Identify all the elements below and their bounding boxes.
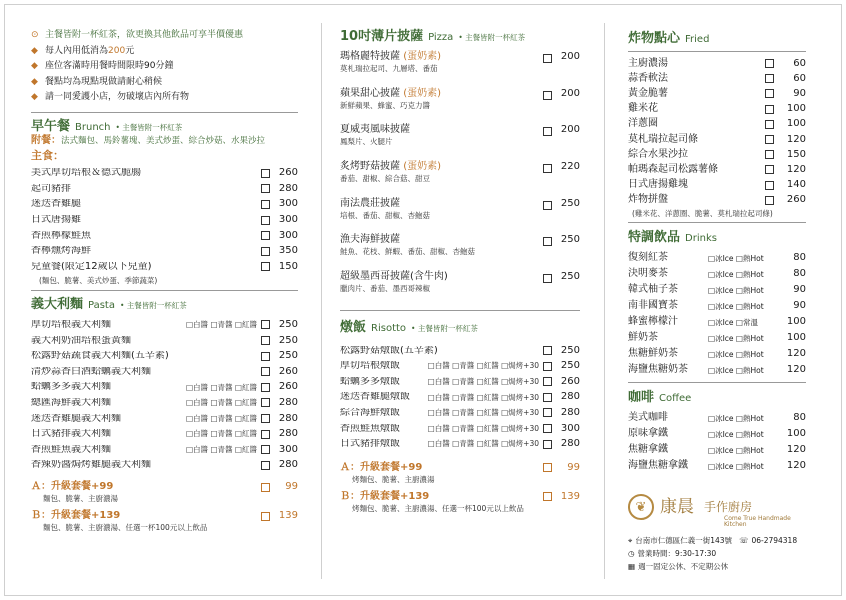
price: 250	[278, 350, 298, 362]
price: 280	[278, 428, 298, 440]
divider	[340, 310, 580, 311]
menu-item[interactable]	[340, 374, 580, 390]
price: 120	[786, 460, 806, 472]
fried-item[interactable]	[628, 117, 806, 132]
upgrade-a[interactable]: Ａ：升級套餐+99 99	[340, 461, 580, 473]
item-name: 決明麥茶	[628, 268, 668, 280]
pizza-item[interactable]	[340, 161, 580, 198]
drinks-list	[628, 250, 806, 378]
column-middle	[340, 30, 580, 518]
price: 300	[560, 422, 580, 434]
item-name: 厚切培根義大利麵	[31, 319, 111, 330]
checkbox[interactable]	[765, 165, 774, 174]
price: 90	[793, 300, 806, 312]
sauce-options[interactable]: □白醬 □青醬 □紅醬 □焗烤+30	[427, 408, 539, 418]
checkbox[interactable]	[261, 216, 270, 225]
menu-item[interactable]	[31, 212, 298, 228]
price: 250	[560, 197, 580, 209]
drink-item[interactable]	[628, 346, 806, 362]
checkbox[interactable]	[765, 74, 774, 83]
section-title-pasta: 義大利麵 Pasta • 主餐皆附一杯紅茶	[31, 297, 187, 313]
item-name: 瑪格麗特披薩	[340, 51, 400, 62]
veg-tag: (蛋奶素)	[403, 51, 441, 62]
item-desc: 莫札瑞拉起司、九層塔、番茄	[340, 64, 438, 73]
item-desc: 新鮮蘋果、蜂蜜、巧克力醬	[340, 100, 430, 110]
pizza-list	[340, 51, 580, 308]
item-desc: 培根、番茄、甜椒、杏鮑菇	[340, 210, 430, 220]
temperature-options[interactable]: □冰Ice □熱Hot	[708, 349, 764, 359]
item-name: 焦糖鮮奶茶	[628, 348, 678, 360]
sauce-options[interactable]: □白醬 □青醬 □紅醬	[185, 429, 257, 439]
price: 120	[786, 364, 806, 376]
price: 260	[560, 375, 580, 387]
price: 100	[786, 316, 806, 328]
upgrade-b-desc: 麵包、脆薯、主廚濃湯、任選一杯100元以上飲品	[43, 523, 208, 533]
item-name: 美式咖啡	[628, 412, 668, 424]
menu-item[interactable]	[340, 358, 580, 374]
price: 60	[793, 72, 806, 84]
item-name: 蛤蠣多多燉飯	[340, 376, 400, 387]
item-name: 香檸燻烤海鮮	[31, 246, 91, 257]
price: 200	[560, 124, 580, 136]
risotto-upgrades	[340, 460, 580, 518]
price: 120	[786, 163, 806, 175]
checkbox[interactable]	[543, 408, 552, 417]
item-name: 炸物拼盤	[628, 194, 668, 206]
item-name: 松露野菇燉飯(五辛素)	[340, 345, 438, 356]
price: 280	[278, 412, 298, 424]
item-name: 厚切培根燉飯	[340, 361, 400, 372]
checkbox[interactable]	[543, 274, 552, 283]
column-right	[628, 32, 806, 573]
item-name: 帕瑪森起司松露薯條	[628, 163, 718, 175]
kids-meal-note: (麵包、脆薯、美式炒蛋、季節蔬菜)	[39, 275, 158, 285]
checkbox[interactable]	[543, 346, 552, 355]
price: 300	[278, 443, 298, 455]
item-name: 總匯海鮮義大利麵	[31, 397, 111, 408]
brand-logo: ❦ 康晨 手作廚房	[628, 494, 806, 520]
notice-item: ◆ 座位客滿時用餐時間限時90分鐘	[31, 61, 174, 72]
sauce-options[interactable]: □白醬 □青醬 □紅醬	[185, 444, 257, 454]
item-name: 雞米花	[628, 103, 658, 115]
checkbox[interactable]	[543, 463, 552, 472]
price: 80	[793, 252, 806, 264]
item-name: 日式豬排義大利麵	[31, 429, 111, 440]
item-name: 日式唐揚雞	[31, 215, 81, 226]
item-name: 迷迭香雞腿燉飯	[340, 392, 410, 403]
fried-item[interactable]	[628, 178, 806, 193]
bullet-icon: ⊙	[31, 30, 39, 41]
menu-item[interactable]	[31, 181, 298, 197]
item-name: 海鹽焦糖拿鐵	[628, 460, 688, 472]
closed-row: ▦ 週一固定公休、不定期公休	[628, 562, 729, 572]
item-name: 香煎鮭魚義大利麵	[31, 444, 111, 455]
clock-icon: ◷	[628, 549, 635, 559]
brunch-side-dishes: 附餐：法式麵包、馬鈴薯塊、美式炒蛋、綜合炒菇、水果沙拉	[31, 134, 266, 146]
upgrade-a[interactable]: Ａ：升級套餐+99 99	[31, 481, 298, 493]
diamond-icon: ◆	[31, 92, 38, 103]
leaf-icon: ❦	[628, 494, 654, 520]
menu-item[interactable]	[340, 405, 580, 421]
checkbox[interactable]	[261, 445, 270, 454]
item-name: 夏威夷風味披薩	[340, 124, 410, 136]
item-name: 迷迭香雞腿義大利麵	[31, 413, 121, 424]
price: 100	[786, 118, 806, 130]
price: 140	[786, 179, 806, 191]
menu-item[interactable]	[340, 343, 580, 359]
upgrade-b[interactable]: Ｂ：升級套餐+139 139	[340, 490, 580, 502]
price: 200	[560, 51, 580, 62]
notice-item: ◆ 請一同愛護小店，勿破壞店內所有物	[31, 92, 190, 103]
checkbox[interactable]	[261, 512, 270, 521]
drink-item[interactable]	[628, 298, 806, 314]
price: 280	[278, 182, 298, 194]
upgrade-a-desc: 麵包、脆薯、主廚濃湯	[43, 494, 118, 504]
checkbox[interactable]	[261, 169, 270, 178]
item-desc: 臘肉片、番茄、墨西哥辣椒	[340, 284, 430, 294]
price: 260	[278, 381, 298, 393]
item-name: 起司豬排	[31, 183, 71, 194]
menu-item[interactable]	[31, 317, 298, 333]
item-name: 美式厚切培根＆德式脆腸	[31, 168, 141, 179]
drink-item[interactable]	[628, 266, 806, 282]
price: 60	[793, 57, 806, 69]
checkbox[interactable]	[261, 231, 270, 240]
fried-item[interactable]	[628, 162, 806, 177]
upgrade-a-desc: 烤麵包、脆薯、主廚濃湯	[352, 474, 435, 484]
checkbox[interactable]	[261, 483, 270, 492]
item-name: 原味拿鐵	[628, 428, 668, 440]
section-title-fried: 炸物點心 Fried	[628, 31, 710, 46]
item-name: 迷迭香雞腿	[31, 199, 81, 210]
checkbox[interactable]	[543, 362, 552, 371]
diamond-icon: ◆	[31, 76, 38, 87]
item-name: 南法農莊披薩	[340, 197, 400, 209]
risotto-list	[340, 343, 580, 452]
menu-item[interactable]	[31, 166, 298, 182]
drink-item[interactable]	[628, 410, 806, 426]
checkbox[interactable]	[261, 352, 270, 361]
brand-english: Come True Handmade Kitchen	[724, 515, 791, 529]
divider	[628, 222, 806, 223]
checkbox[interactable]	[261, 320, 270, 329]
notice-item: ⊙ 主餐皆附一杯紅茶，欲更換其他飲品可享半價優惠	[31, 30, 244, 41]
pizza-item[interactable]	[340, 271, 580, 308]
item-name: 炙烤野菇披薩	[340, 161, 400, 173]
temperature-options[interactable]: □冰Ice □熱Hot	[708, 301, 764, 311]
sauce-options[interactable]: □白醬 □青醬 □紅醬 □焗烤+30	[427, 439, 539, 449]
temperature-options[interactable]: □冰Ice □熱Hot	[708, 413, 764, 423]
checkbox[interactable]	[765, 196, 774, 205]
checkbox[interactable]	[765, 105, 774, 114]
checkbox[interactable]	[261, 461, 270, 470]
section-title-coffee: 咖啡 Coffee	[628, 390, 692, 406]
sauce-options[interactable]: □白醬 □青醬 □紅醬 □焗烤+30	[427, 392, 539, 402]
price: 90	[793, 87, 806, 99]
item-name: 南非國寶茶	[628, 300, 678, 312]
pizza-item[interactable]	[340, 234, 580, 271]
price: 280	[560, 391, 580, 403]
sauce-options[interactable]: □白醬 □青醬 □紅醬 □焗烤+30	[427, 423, 539, 433]
divider	[628, 51, 806, 52]
item-name: 鮮奶茶	[628, 332, 658, 344]
item-name: 綜合水果沙拉	[628, 148, 688, 160]
sauce-options[interactable]: □白醬 □青醬 □紅醬	[185, 413, 257, 423]
menu-item[interactable]	[340, 390, 580, 406]
column-divider	[321, 23, 322, 579]
item-name: 漁夫海鮮披薩	[340, 234, 400, 246]
pasta-upgrades	[31, 479, 298, 537]
sauce-options[interactable]: □白醬 □青醬 □紅醬	[185, 398, 257, 408]
price: 80	[793, 268, 806, 280]
menu-item[interactable]	[31, 395, 298, 411]
checkbox[interactable]	[543, 492, 552, 501]
price: 100	[786, 103, 806, 115]
price: 250	[278, 318, 298, 330]
item-name: 莫札瑞拉起司條	[628, 133, 698, 145]
price: 120	[786, 133, 806, 145]
drink-item[interactable]	[628, 282, 806, 298]
divider	[31, 112, 298, 113]
item-desc: 鳳梨片、火腿片	[340, 137, 393, 147]
checkbox[interactable]	[543, 377, 552, 386]
checkbox[interactable]	[765, 89, 774, 98]
fried-item[interactable]	[628, 193, 806, 208]
item-name: 焦糖拿鐵	[628, 444, 668, 456]
checkbox[interactable]	[261, 336, 270, 345]
notice-item: ◆ 餐點均為現點現做請耐心稍候	[31, 76, 163, 87]
checkbox[interactable]	[543, 201, 552, 210]
notice-item: ◆ 每人內用低消為 200 元	[31, 45, 135, 56]
menu-item[interactable]	[31, 333, 298, 349]
divider	[31, 290, 298, 291]
fried-item[interactable]	[628, 56, 806, 71]
location-icon: ⌖	[628, 536, 633, 546]
notice-list	[31, 28, 298, 106]
pizza-item[interactable]	[340, 88, 580, 125]
price: 280	[560, 438, 580, 450]
checkbox[interactable]	[261, 247, 270, 256]
item-name: 洋蔥圈	[628, 118, 658, 130]
menu-item[interactable]	[31, 458, 298, 474]
section-title-drinks: 特調飲品 Drinks	[628, 230, 717, 246]
temperature-options[interactable]: □冰Ice □熱Hot	[708, 253, 764, 263]
sauce-options[interactable]: □白醬 □青醬 □紅醬	[185, 382, 257, 392]
checkbox[interactable]	[543, 424, 552, 433]
price: 260	[786, 194, 806, 206]
item-desc: 鮭魚、花枝、鮮蝦、番茄、甜椒、杏鮑菇	[340, 247, 475, 257]
menu-item[interactable]	[31, 364, 298, 380]
menu-item[interactable]	[31, 259, 298, 275]
menu-item[interactable]	[340, 436, 580, 452]
column-left	[31, 28, 298, 537]
fried-item[interactable]	[628, 132, 806, 147]
menu-item[interactable]	[31, 426, 298, 442]
price: 280	[560, 406, 580, 418]
price: 280	[278, 396, 298, 408]
price: 300	[278, 198, 298, 210]
price: 250	[560, 271, 580, 283]
price: 100	[786, 332, 806, 344]
item-name: 蛤蠣多多義大利麵	[31, 382, 111, 393]
price: 90	[793, 284, 806, 296]
price: 100	[786, 428, 806, 440]
item-desc: 番茄、甜椒、綜合菇、甜豆	[340, 174, 430, 184]
price: 260	[278, 365, 298, 377]
checkbox[interactable]	[261, 367, 270, 376]
price: 220	[560, 161, 580, 173]
drink-item[interactable]	[628, 330, 806, 346]
menu-item[interactable]	[31, 228, 298, 244]
veg-tag: (蛋奶素)	[403, 161, 441, 173]
item-name: 日式豬排燉飯	[340, 439, 400, 450]
item-name: 清炒蒜香白酒蛤蠣義大利麵	[31, 366, 151, 377]
checkbox[interactable]	[261, 262, 270, 271]
price: 300	[278, 229, 298, 241]
checkbox[interactable]	[543, 440, 552, 449]
hours-row: ◷ 營業時間：9:30-17:30	[628, 549, 717, 559]
calendar-icon: ▦	[628, 562, 636, 572]
checkbox[interactable]	[261, 184, 270, 193]
price: 260	[278, 167, 298, 179]
menu-item[interactable]	[31, 442, 298, 458]
checkbox[interactable]	[543, 164, 552, 173]
pasta-list	[31, 317, 298, 473]
price: 200	[560, 87, 580, 99]
pizza-item[interactable]	[340, 198, 580, 235]
drink-item[interactable]	[628, 442, 806, 458]
price: 120	[786, 348, 806, 360]
brunch-list	[31, 166, 298, 275]
contact-row: ⌖ 台南市仁德區仁義一街143號 ☏ 06-2794318	[628, 536, 798, 546]
menu-item[interactable]	[31, 197, 298, 213]
item-name: 香煎鮭魚燉飯	[340, 423, 400, 434]
coffee-list	[628, 410, 806, 474]
checkbox[interactable]	[765, 120, 774, 129]
section-title-pizza: 10吋薄片披薩 Pizza • 主餐皆附一杯紅茶	[340, 29, 526, 44]
menu-item[interactable]	[31, 380, 298, 396]
price: 250	[560, 360, 580, 372]
item-name: 蒜香軟法	[628, 72, 668, 84]
temperature-options[interactable]: □冰Ice □熱Hot	[708, 365, 764, 375]
sauce-options[interactable]: □白醬 □青醬 □紅醬	[185, 320, 257, 330]
upgrade-b[interactable]: Ｂ：升級套餐+139 139	[31, 510, 298, 522]
price: 80	[793, 412, 806, 424]
checkbox[interactable]	[261, 200, 270, 209]
checkbox[interactable]	[261, 383, 270, 392]
checkbox[interactable]	[765, 135, 774, 144]
item-name: 香煎檸檬鮭魚	[31, 230, 91, 241]
menu-item[interactable]	[31, 411, 298, 427]
diamond-icon: ◆	[31, 61, 38, 72]
price: 250	[560, 234, 580, 246]
fried-item[interactable]	[628, 86, 806, 101]
price: 300	[278, 214, 298, 226]
price: 150	[278, 260, 298, 272]
temperature-options[interactable]: □冰Ice □熱Hot	[708, 269, 764, 279]
item-name: 香辣奶醬焗烤雞腿義大利麵	[31, 460, 151, 471]
price: 120	[786, 444, 806, 456]
platter-note: (雞米花、洋蔥圈、脆薯、莫札瑞拉起司條)	[632, 208, 773, 218]
menu-item[interactable]	[31, 348, 298, 364]
checkbox[interactable]	[543, 54, 552, 63]
veg-tag: (蛋奶素)	[403, 87, 441, 99]
item-name: 兒童餐(限定12歲以下兒童)	[31, 261, 152, 272]
sauce-options[interactable]: □白醬 □青醬 □紅醬 □焗烤+30	[427, 377, 539, 387]
temperature-options[interactable]: □冰Ice □熱Hot	[708, 461, 764, 471]
section-title-risotto: 燉飯 Risotto • 主餐皆附一杯紅茶	[340, 319, 478, 335]
temperature-options[interactable]: □冰Ice □熱Hot	[708, 429, 764, 439]
diamond-icon: ◆	[31, 45, 38, 56]
price: 150	[786, 148, 806, 160]
checkbox[interactable]	[543, 127, 552, 136]
item-name: 復刻紅茶	[628, 252, 668, 264]
price: 250	[560, 344, 580, 356]
fried-list	[628, 56, 806, 208]
checkbox[interactable]	[261, 430, 270, 439]
fried-item[interactable]	[628, 102, 806, 117]
item-name: 綜合海鮮燉飯	[340, 407, 400, 418]
checkbox[interactable]	[543, 237, 552, 246]
temperature-options[interactable]: □冰Ice □常溫	[708, 317, 759, 327]
item-name: 超級墨西哥披薩(含牛肉)	[340, 271, 448, 283]
drink-item[interactable]	[628, 458, 806, 474]
item-name: 義大利奶油培根蛋黃麵	[31, 335, 131, 346]
item-name: 蘋果甜心披薩	[340, 87, 400, 99]
brunch-main-label: 主食：	[31, 148, 64, 162]
checkbox[interactable]	[543, 91, 552, 100]
item-name: 松露野菇蔬食義大利麵(五辛素)	[31, 351, 169, 362]
pizza-item[interactable]	[340, 124, 580, 161]
temperature-options[interactable]: □冰Ice □熱Hot	[708, 445, 764, 455]
menu-item[interactable]	[340, 421, 580, 437]
checkbox[interactable]	[543, 393, 552, 402]
item-name: 蜂蜜檸檬汁	[628, 316, 678, 328]
fried-item[interactable]	[628, 147, 806, 162]
checkbox[interactable]	[765, 59, 774, 68]
drink-item[interactable]	[628, 314, 806, 330]
column-divider	[604, 23, 605, 579]
section-title-brunch: 早午餐 Brunch • 主餐皆附一杯紅茶	[31, 118, 183, 134]
item-name: 主廚濃湯	[628, 57, 668, 69]
sauce-options[interactable]: □白醬 □青醬 □紅醬 □焗烤+30	[427, 361, 539, 371]
drink-item[interactable]	[628, 250, 806, 266]
checkbox[interactable]	[261, 398, 270, 407]
price: 280	[278, 459, 298, 471]
divider	[628, 382, 806, 383]
item-name: 韓式柚子茶	[628, 284, 678, 296]
checkbox[interactable]	[765, 150, 774, 159]
checkbox[interactable]	[765, 181, 774, 190]
item-name: 海鹽焦糖奶茶	[628, 364, 688, 376]
menu-item[interactable]	[31, 243, 298, 259]
phone-icon: ☏	[739, 536, 749, 546]
pizza-item[interactable]	[340, 51, 580, 88]
temperature-options[interactable]: □冰Ice □熱Hot	[708, 333, 764, 343]
drink-item[interactable]	[628, 362, 806, 378]
item-name: 黃金脆薯	[628, 87, 668, 99]
drink-item[interactable]	[628, 426, 806, 442]
item-name: 日式唐揚雞塊	[628, 179, 688, 191]
fried-item[interactable]	[628, 71, 806, 86]
price: 250	[278, 334, 298, 346]
price: 350	[278, 245, 298, 257]
upgrade-b-desc: 烤麵包、脆薯、主廚濃湯、任選一杯100元以上飲品	[352, 503, 524, 513]
checkbox[interactable]	[261, 414, 270, 423]
temperature-options[interactable]: □冰Ice □熱Hot	[708, 285, 764, 295]
